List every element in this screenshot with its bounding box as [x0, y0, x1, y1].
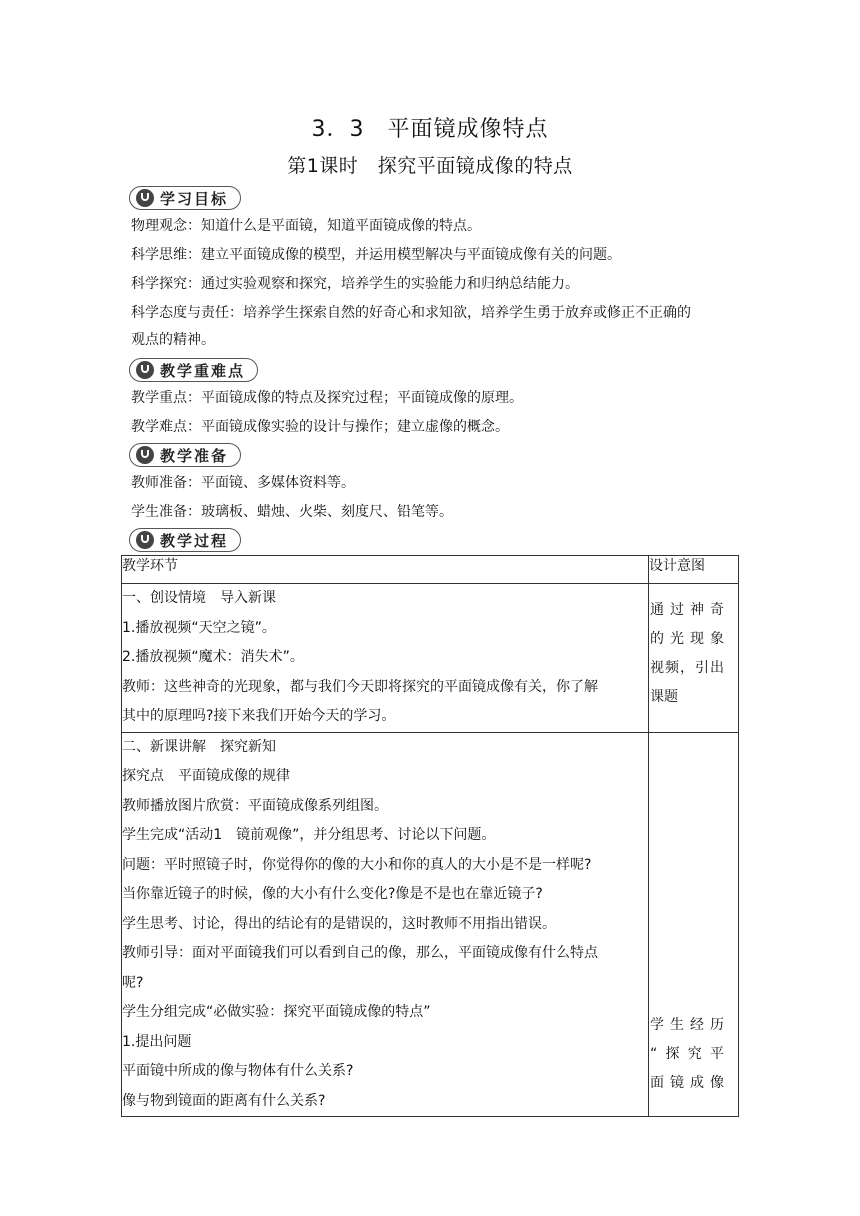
column-header: 教学环节	[122, 558, 178, 574]
stage-line: 问题：平时照镜子时，你觉得你的像的大小和你的真人的大小是不是一样呢?	[122, 856, 592, 873]
teaching-process-table	[121, 555, 739, 1117]
header-cell-intent	[649, 556, 739, 584]
intent-line: 的光现象	[650, 631, 724, 647]
stage-line: 1.提出问题	[122, 1033, 192, 1050]
stage-line: 呢?	[122, 974, 144, 991]
objective-line: 物理观念：知道什么是平面镜，知道平面镜成像的特点。	[131, 218, 481, 234]
stage-line: 当你靠近镜子的时候，像的大小有什么变化?像是不是也在靠近镜子?	[122, 886, 543, 902]
section-label: 教学重难点	[160, 361, 246, 380]
intent-line: 课题	[650, 689, 678, 705]
stage-line: 二、新课讲解 探究新知	[122, 738, 276, 755]
stage-cell	[122, 584, 649, 733]
section-icon	[136, 531, 154, 549]
stage-line: 学生分组完成“必做实验：探究平面镜成像的特点”	[122, 1004, 431, 1020]
section-icon	[136, 361, 154, 379]
stage-line: 一、创设情境 导入新课	[122, 590, 276, 606]
section-badge-preparation	[129, 443, 241, 467]
objective-line: 科学探究：通过实验观察和探究，培养学生的实验能力和归纳总结能力。	[131, 276, 579, 292]
section-icon	[136, 189, 154, 207]
section-label: 教学过程	[160, 531, 229, 550]
stage-line: 探究点 平面镜成像的规律	[122, 768, 290, 784]
stage-line: 其中的原理吗?接下来我们开始今天的学习。	[122, 708, 396, 724]
intent-line: 学生经历	[650, 1016, 724, 1033]
key-point-line: 教学重点：平面镜成像的特点及探究过程；平面镜成像的原理。	[131, 390, 523, 406]
intent-line: 通过神奇	[650, 602, 724, 618]
stage-line: 2.播放视频“魔术：消失术”。	[122, 649, 304, 665]
stage-line: 教师引导：面对平面镜我们可以看到自己的像，那么，平面镜成像有什么特点	[122, 945, 598, 961]
stage-line: 学生完成“活动1 镜前观像”，并分组思考、讨论以下问题。	[122, 827, 496, 843]
objective-line: 观点的精神。	[131, 332, 215, 348]
intent-line: 视频，引出	[650, 660, 724, 676]
stage-line: 教师：这些神奇的光现象，都与我们今天即将探究的平面镜成像有关，你了解	[122, 678, 598, 695]
header-cell-stage	[122, 556, 649, 584]
table-row	[122, 584, 739, 733]
stage-line: 教师播放图片欣赏：平面镜成像系列组图。	[122, 797, 388, 814]
table-header-row	[122, 556, 739, 584]
preparation-line: 学生准备：玻璃板、蜡烛、火柴、刻度尺、铅笔等。	[131, 504, 453, 520]
page-title: 3．3 平面镜成像特点	[311, 117, 549, 142]
intent-cell	[649, 584, 739, 733]
page-subtitle: 第1课时 探究平面镜成像的特点	[287, 155, 573, 177]
key-point-line: 教学难点：平面镜成像实验的设计与操作；建立虚像的概念。	[131, 419, 509, 435]
section-icon	[136, 446, 154, 464]
intent-line: 面镜成像	[650, 1074, 724, 1091]
table-row	[122, 732, 739, 1117]
stage-line: 像与物到镜面的距离有什么关系?	[122, 1092, 326, 1109]
intent-line: “探究平	[650, 1045, 724, 1062]
section-badge-process	[129, 528, 241, 552]
section-label: 教学准备	[160, 446, 229, 465]
stage-cell	[122, 732, 649, 1117]
preparation-line: 教师准备：平面镜、多媒体资料等。	[131, 475, 355, 491]
stage-line: 平面镜中所成的像与物体有什么关系?	[122, 1063, 354, 1079]
section-badge-key-points	[129, 358, 258, 382]
intent-cell	[649, 732, 739, 1117]
section-label: 学习目标	[160, 189, 229, 208]
stage-line: 学生思考、讨论，得出的结论有的是错误的，这时教师不用指出错误。	[122, 915, 556, 932]
column-header: 设计意图	[649, 558, 705, 574]
objective-line: 科学思维：建立平面镜成像的模型，并运用模型解决与平面镜成像有关的问题。	[131, 247, 621, 263]
section-badge-objectives	[129, 186, 241, 210]
stage-line: 1.播放视频“天空之镜”。	[122, 619, 276, 636]
objective-line: 科学态度与责任：培养学生探索自然的好奇心和求知欲，培养学生勇于放弃或修正不正确的	[131, 305, 691, 321]
